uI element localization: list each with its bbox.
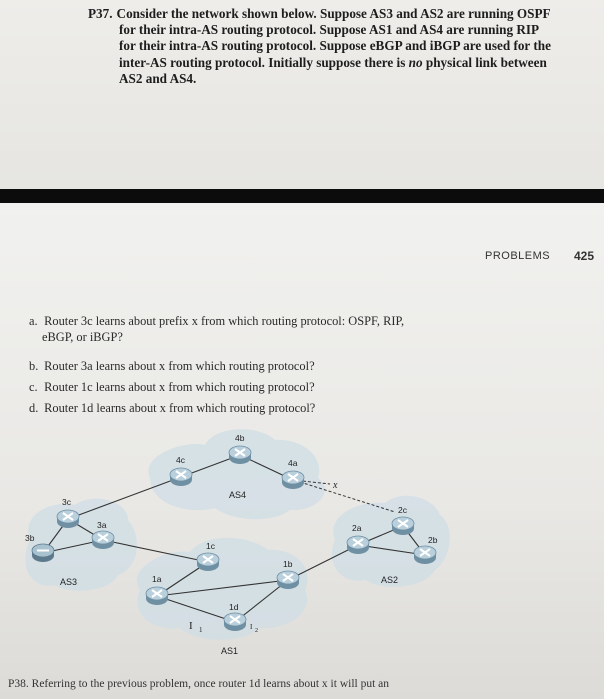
router-3a-icon: [92, 531, 114, 549]
label-1b: 1b: [283, 559, 293, 569]
label-as3: AS3: [60, 577, 78, 587]
emphasis-no: no: [408, 54, 423, 70]
problem-line-3: for their intra-AS routing protocol. Suppose eBGP and iBGP are used for the: [119, 38, 551, 54]
router-1c-icon: [197, 553, 219, 571]
router-2c-icon: [392, 517, 414, 535]
question-c: c. Router 1c learns about x from which routing protocol?: [29, 380, 315, 394]
router-1b-icon: [277, 571, 299, 589]
router-3c-icon: [57, 510, 79, 528]
label-3c: 3c: [62, 497, 71, 507]
problem-line-2: for their intra-AS routing protocol. Suppose AS1 and AS4 are running RIP: [119, 22, 540, 38]
label-1a: 1a: [152, 574, 162, 584]
label-3b: 3b: [25, 533, 35, 543]
interface-I2-sub: 2: [255, 628, 258, 634]
router-1d-icon: [224, 613, 246, 631]
interface-I1: I: [189, 620, 193, 632]
page-number: 425: [574, 249, 595, 263]
prefix-x: x: [333, 480, 338, 491]
label-4b: 4b: [235, 433, 245, 443]
label-2b: 2b: [428, 535, 438, 545]
label-2a: 2a: [352, 523, 362, 533]
router-4c-icon: [170, 468, 192, 486]
label-as2: AS2: [381, 575, 399, 585]
label-4c: 4c: [176, 455, 185, 465]
next-problem-text: P38. Referring to the previous problem, once router 1d learns about x it will put an: [8, 678, 390, 690]
interface-I2: I: [250, 623, 253, 631]
interface-I1-sub: 1: [199, 626, 203, 634]
router-1a-icon: [146, 587, 168, 605]
router-3b-icon: [32, 544, 54, 562]
label-1c: 1c: [206, 541, 215, 551]
label-3a: 3a: [97, 520, 107, 530]
label-as1: AS1: [221, 646, 239, 656]
label-as4: AS4: [229, 490, 247, 500]
section-header: PROBLEMS: [485, 250, 551, 262]
question-a: a. Router 3c learns about prefix x from which routing protocol: OSPF, RIP, eBGP, or iBGP?: [29, 314, 405, 344]
router-2a-icon: [347, 536, 369, 554]
problem-line-4: inter-AS routing protocol. Initially suppose there is no physical link between: [119, 54, 547, 70]
question-d: d. Router 1d learns about x from which routing protocol?: [29, 401, 316, 415]
question-b: b. Router 3a learns about x from which routing protocol?: [29, 359, 315, 373]
problem-number: P37.: [88, 6, 113, 21]
label-4a: 4a: [288, 458, 298, 468]
router-4b-icon: [229, 446, 251, 464]
label-1d: 1d: [229, 602, 239, 612]
router-4a-icon: [282, 471, 304, 489]
router-2b-icon: [414, 546, 436, 564]
problem-line-5: AS2 and AS4.: [119, 70, 197, 86]
label-2c: 2c: [398, 505, 407, 515]
problem-line-1: Consider the network shown below. Suppose AS3 and AS2 are running OSPF: [116, 6, 551, 21]
